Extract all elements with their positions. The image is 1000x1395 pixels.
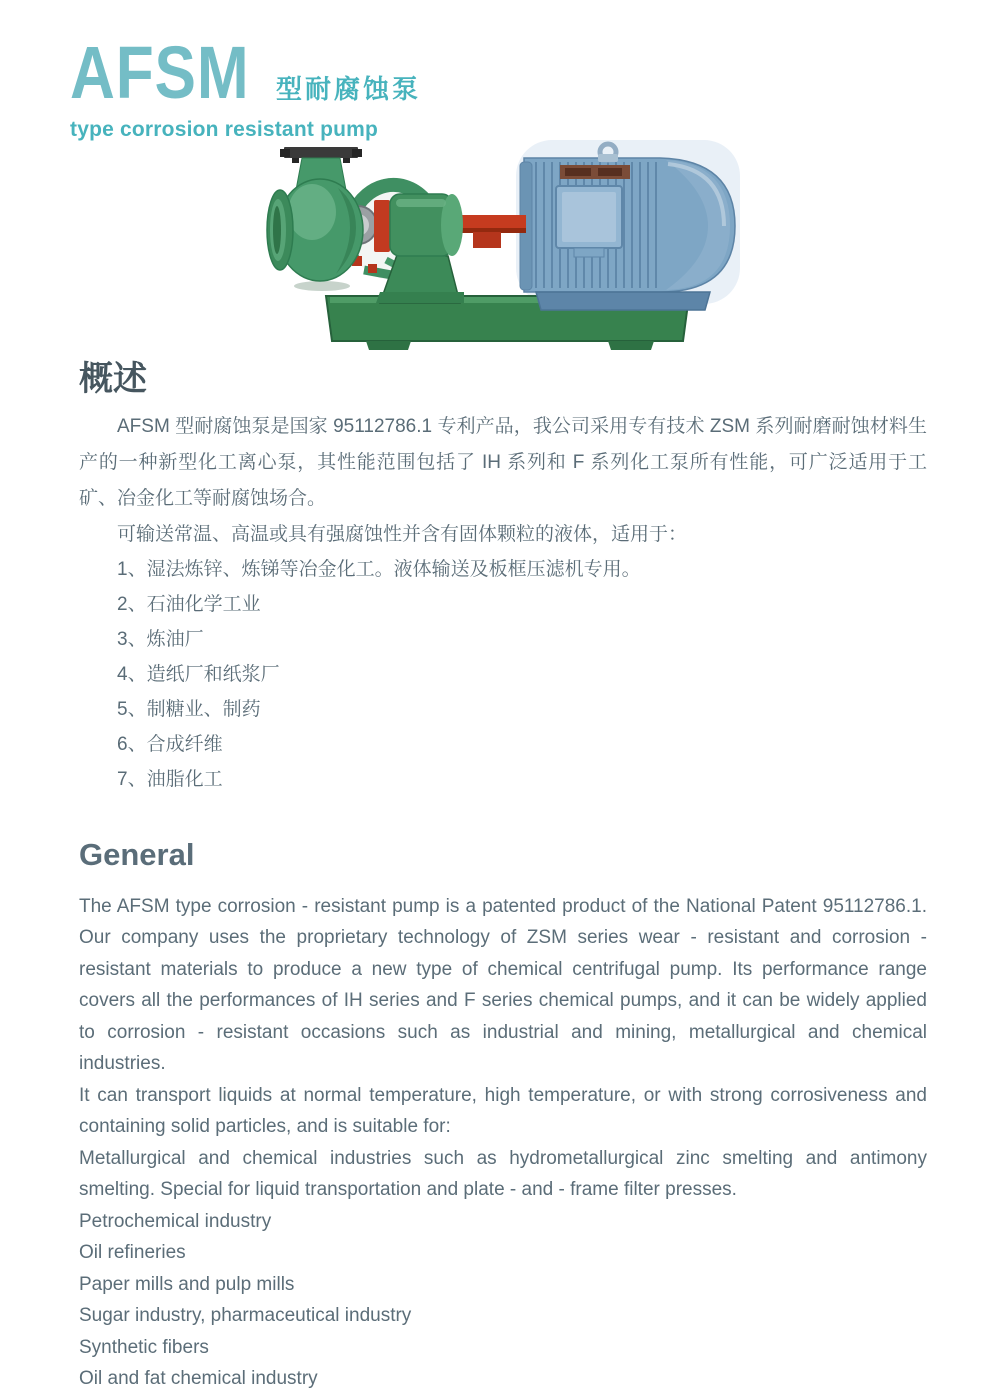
application-item-zh: 2、石油化学工业 [117,594,261,616]
general-paragraph-en: The AFSM type corrosion - resistant pump is a patented product of the National Patent 95112786.1. Our company uses the proprietary technology of ZSM series wear - resistant and corrosion - resistant materials to produce a new type of chemical centrifugal pump. Its performance range covers all the performances of IH series and F series chemical pumps, and it can be widely applied to corrosion - resistant occasions such as industrial and mining, metallurgical and chemical industries. [79,895,927,1075]
application-item-en: Paper mills and pulp mills [79,1273,295,1295]
pump-product-photo [268,140,740,352]
overview-section-zh [0,360,1000,797]
general-heading-en: General [79,837,195,873]
pump-casing [267,147,363,291]
application-item-en: Oil refineries [79,1242,186,1264]
discharge-flange [284,147,358,158]
pump-photo-illustration [268,140,740,352]
application-item-zh: 3、炼油厂 [117,629,204,651]
drive-shaft [454,215,526,248]
brand-title: AFSM [70,31,250,114]
general-section-en [0,837,1000,1395]
overview-intro-zh: 可输送常温、高温或具有强腐蚀性并含有固体颗粒的液体，适用于： [117,524,688,546]
motor-foot [536,292,710,310]
brand-row [70,31,1000,114]
application-item-en: Petrochemical industry [79,1210,272,1232]
general-paragraph-en: It can transport liquids at normal temperature, high temperature, or with strong corrosiveness and containing solid particles, and is suitable for: [79,1084,927,1138]
application-item-zh: 1、湿法炼锌、炼锑等冶金化工。液体输送及板框压滤机专用。 [117,559,641,581]
seal-gland [374,200,390,252]
application-item-en: Oil and fat chemical industry [79,1368,318,1390]
overview-heading-zh: 概述 [79,360,147,398]
brand-subtitle-zh: 型耐腐蚀泵 [276,74,422,104]
general-paragraph-en: Metallurgical and chemical industries such as hydrometallurgical zinc smelting and antimony smelting. Special for liquid transportation and plate - and - frame filter presses. [79,1147,927,1201]
page-header [0,0,1000,140]
brand-subtitle-en: type corrosion resistant pump [70,118,379,141]
application-item-en: Synthetic fibers [79,1336,209,1358]
application-item-zh: 4、造纸厂和纸浆厂 [117,664,280,686]
application-item-en: Sugar industry, pharmaceutical industry [79,1305,412,1327]
application-item-zh: 6、合成纤维 [117,734,223,756]
overview-paragraph-zh: AFSM 型耐腐蚀泵是国家 95112786.1 专利产品，我公司采用专有技术 ZSM 系列耐磨耐蚀材料生产的一种新型化工离心泵，其性能范围包括了 IH 系列和 F 系列化工泵所有性能，可广泛适用于工矿、冶金化工等耐腐蚀场合。 [79,416,927,510]
application-item-zh: 5、制糖业、制药 [117,699,261,721]
application-item-zh: 7、油脂化工 [117,769,223,791]
